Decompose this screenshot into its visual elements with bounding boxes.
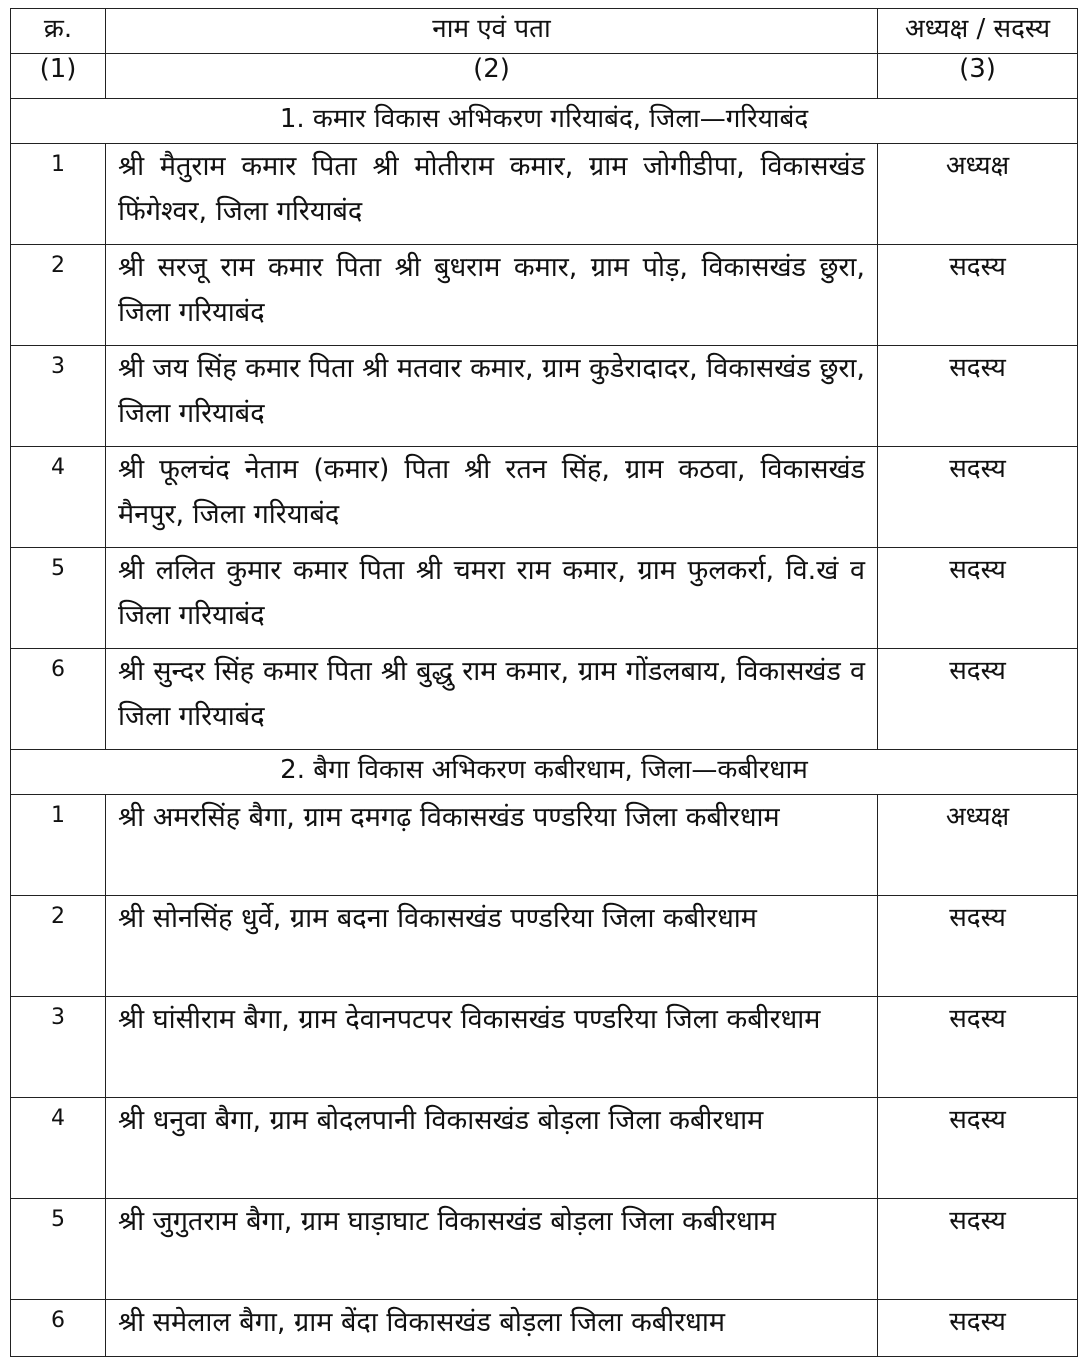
serial-number: 6 xyxy=(11,649,106,750)
table-row xyxy=(11,649,1078,750)
member-role: सदस्य xyxy=(878,447,1078,548)
table-row xyxy=(11,144,1078,245)
section-title: 1. कमार विकास अभिकरण गरियाबंद, जिला—गरियाबंद xyxy=(11,99,1078,144)
header-role: अध्यक्ष / सदस्य xyxy=(878,9,1078,54)
name-address: श्री समेलाल बैगा, ग्राम बेंदा विकासखंड बोड़ला जिला कबीरधाम xyxy=(106,1300,878,1357)
name-address: श्री घांसीराम बैगा, ग्राम देवानपटपर विकासखंड पण्डरिया जिला कबीरधाम xyxy=(106,997,878,1098)
column-number-3: (3) xyxy=(878,54,1078,99)
section-title: 2. बैगा विकास अभिकरण कबीरधाम, जिला—कबीरधाम xyxy=(11,750,1078,795)
member-role: सदस्य xyxy=(878,896,1078,997)
serial-number: 4 xyxy=(11,1098,106,1199)
member-role: सदस्य xyxy=(878,1300,1078,1357)
header-row xyxy=(11,9,1078,54)
header-serial: क्र. xyxy=(11,9,106,54)
table-row xyxy=(11,1098,1078,1199)
name-address: श्री सुन्दर सिंह कमार पिता श्री बुद्धु राम कमार, ग्राम गोंडलबाय, विकासखंड व जिला गरियाबंद xyxy=(106,649,878,750)
name-address: श्री मैतुराम कमार पिता श्री मोतीराम कमार, ग्राम जोगीडीपा, विकासखंड फिंगेश्वर, जिला गरियाबंद xyxy=(106,144,878,245)
serial-number: 5 xyxy=(11,548,106,649)
name-address: श्री सरजू राम कमार पिता श्री बुधराम कमार, ग्राम पोड़, विकासखंड छुरा, जिला गरियाबंद xyxy=(106,245,878,346)
table-row xyxy=(11,997,1078,1098)
header-name-address: नाम एवं पता xyxy=(106,9,878,54)
member-role: सदस्य xyxy=(878,245,1078,346)
serial-number: 2 xyxy=(11,245,106,346)
serial-number: 3 xyxy=(11,346,106,447)
name-address: श्री धनुवा बैगा, ग्राम बोदलपानी विकासखंड बोड़ला जिला कबीरधाम xyxy=(106,1098,878,1199)
serial-number: 5 xyxy=(11,1199,106,1300)
table-row xyxy=(11,1300,1078,1357)
serial-number: 2 xyxy=(11,896,106,997)
name-address: श्री जय सिंह कमार पिता श्री मतवार कमार, ग्राम कुडेरादादर, विकासखंड छुरा, जिला गरियाबंद xyxy=(106,346,878,447)
section-header-row xyxy=(11,750,1078,795)
member-role: सदस्य xyxy=(878,346,1078,447)
table-row xyxy=(11,447,1078,548)
member-role: अध्यक्ष xyxy=(878,795,1078,896)
member-role: सदस्य xyxy=(878,548,1078,649)
name-address: श्री अमरसिंह बैगा, ग्राम दमगढ़ विकासखंड पण्डरिया जिला कबीरधाम xyxy=(106,795,878,896)
name-address: श्री जुगुतराम बैगा, ग्राम घाड़ाघाट विकासखंड बोड़ला जिला कबीरधाम xyxy=(106,1199,878,1300)
table-row xyxy=(11,245,1078,346)
serial-number: 6 xyxy=(11,1300,106,1357)
column-number-row xyxy=(11,54,1078,99)
member-role: सदस्य xyxy=(878,1199,1078,1300)
member-role: सदस्य xyxy=(878,1098,1078,1199)
serial-number: 1 xyxy=(11,144,106,245)
table-row xyxy=(11,346,1078,447)
serial-number: 4 xyxy=(11,447,106,548)
member-role: सदस्य xyxy=(878,997,1078,1098)
member-role: अध्यक्ष xyxy=(878,144,1078,245)
section-header-row xyxy=(11,99,1078,144)
name-address: श्री फूलचंद नेताम (कमार) पिता श्री रतन सिंह, ग्राम कठवा, विकासखंड मैनपुर, जिला गरियाबंद xyxy=(106,447,878,548)
table-row xyxy=(11,1199,1078,1300)
serial-number: 1 xyxy=(11,795,106,896)
name-address: श्री सोनसिंह धुर्वे, ग्राम बदना विकासखंड पण्डरिया जिला कबीरधाम xyxy=(106,896,878,997)
column-number-1: (1) xyxy=(11,54,106,99)
column-number-2: (2) xyxy=(106,54,878,99)
serial-number: 3 xyxy=(11,997,106,1098)
table-row xyxy=(11,548,1078,649)
member-role: सदस्य xyxy=(878,649,1078,750)
table-row xyxy=(11,795,1078,896)
name-address: श्री ललित कुमार कमार पिता श्री चमरा राम कमार, ग्राम फुलकर्रा, वि.खं व जिला गरियाबंद xyxy=(106,548,878,649)
members-table xyxy=(10,8,1078,1357)
table-row xyxy=(11,896,1078,997)
